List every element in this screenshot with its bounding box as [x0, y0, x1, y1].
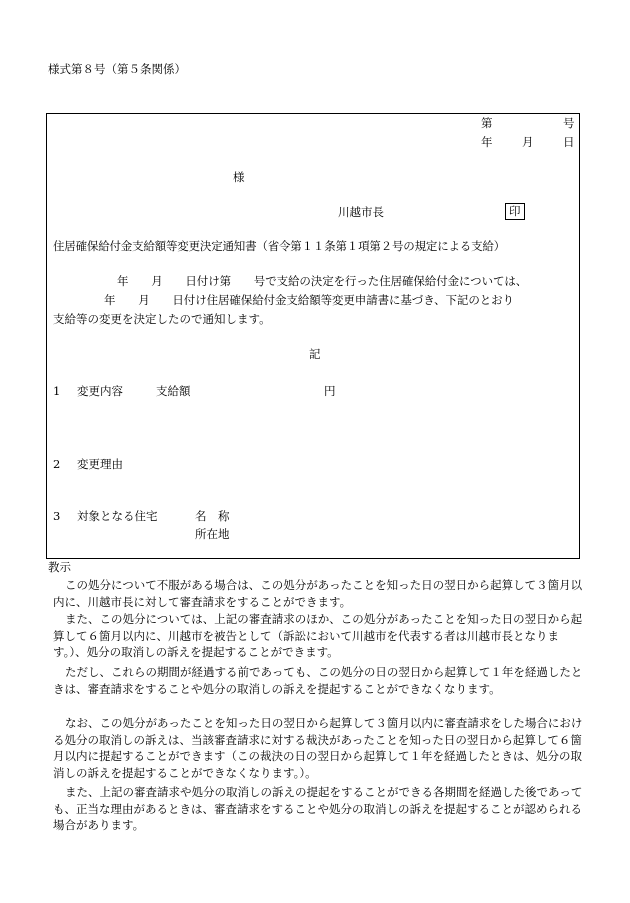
date-year-label: 年 [481, 135, 493, 149]
doc-number-prefix: 第 [481, 116, 493, 130]
date-day-label: 日 [563, 135, 575, 149]
instruction-paragraph: なお、この処分があったことを知った日の翌日から起算して３箇月以内に審査請求をした場合における処分の取消しの訴えは、当該審査請求に対する裁決があったことを知った日の翌日から起算して６箇月以内に提起することができます（この裁決の日の翌日から起算して１年を経過したときは、処分の取消しの訴えを提起することができなくなります。）。 [53, 716, 583, 780]
item-1-unit: 円 [324, 384, 336, 398]
date-month-label: 月 [522, 135, 534, 149]
item-1-label: 変更内容 [77, 384, 123, 398]
instruction-paragraph: ただし、これらの期間が経過する前であっても、この処分の日の翌日から起算して１年を経過したときは、審査請求をすることや処分の取消しの訴えを提起することができなくなります。 [53, 665, 583, 696]
body-line-2: 年 月 日付け住居確保給付金支給額等変更申請書に基づき、下記のとおり [104, 293, 514, 307]
doc-number-suffix: 号 [563, 116, 575, 130]
seal-mark [505, 203, 525, 220]
ki-heading: 記 [309, 347, 321, 361]
document-title: 住居確保給付金支給額等変更決定通知書（省令第１１条第１項第２号の規定による支給） [53, 239, 505, 253]
form-id: 様式第８号（第５条関係） [48, 62, 186, 76]
item-3-address-label: 所在地 [195, 527, 230, 541]
instruction-heading: 教示 [48, 560, 71, 574]
item-3-label: 対象となる住宅 [77, 509, 158, 523]
instruction-paragraph: また、上記の審査請求や処分の取消しの訴えの提起をすることができる各期間を経過した後であっても、正当な理由があるときは、審査請求をすることや処分の取消しの訴えを提起することが認められる場合があります。 [53, 785, 583, 833]
item-2-label: 変更理由 [77, 457, 123, 471]
item-3-number: 3 [53, 509, 61, 523]
issuer: 川越市長 [338, 205, 384, 219]
notice-frame [46, 113, 580, 559]
addressee-suffix: 様 [233, 170, 245, 184]
item-2-number: 2 [53, 457, 61, 471]
instruction-paragraph: また、この処分については、上記の審査請求のほか、この処分があったことを知った日の翌日から起算して６箇月以内に、川越市を被告として（訴訟において川越市を代表する者は川越市長となります。）、処分の取消しの訴えを提起することができます。 [53, 612, 583, 660]
item-1-sub-label: 支給額 [156, 384, 191, 398]
instruction-paragraph: この処分について不服がある場合は、この処分があったことを知った日の翌日から起算して３箇月以内に、川越市長に対して審査請求をすることができます。 [53, 578, 583, 609]
item-3-name-label: 名 称 [195, 509, 230, 523]
body-line-1: 年 月 日付け第 号で支給の決定を行った住居確保給付金については、 [117, 274, 528, 288]
seal-label: 印 [505, 203, 525, 220]
item-1-number: 1 [53, 384, 61, 398]
body-line-3: 支給等の変更を決定したので通知します。 [53, 312, 271, 326]
